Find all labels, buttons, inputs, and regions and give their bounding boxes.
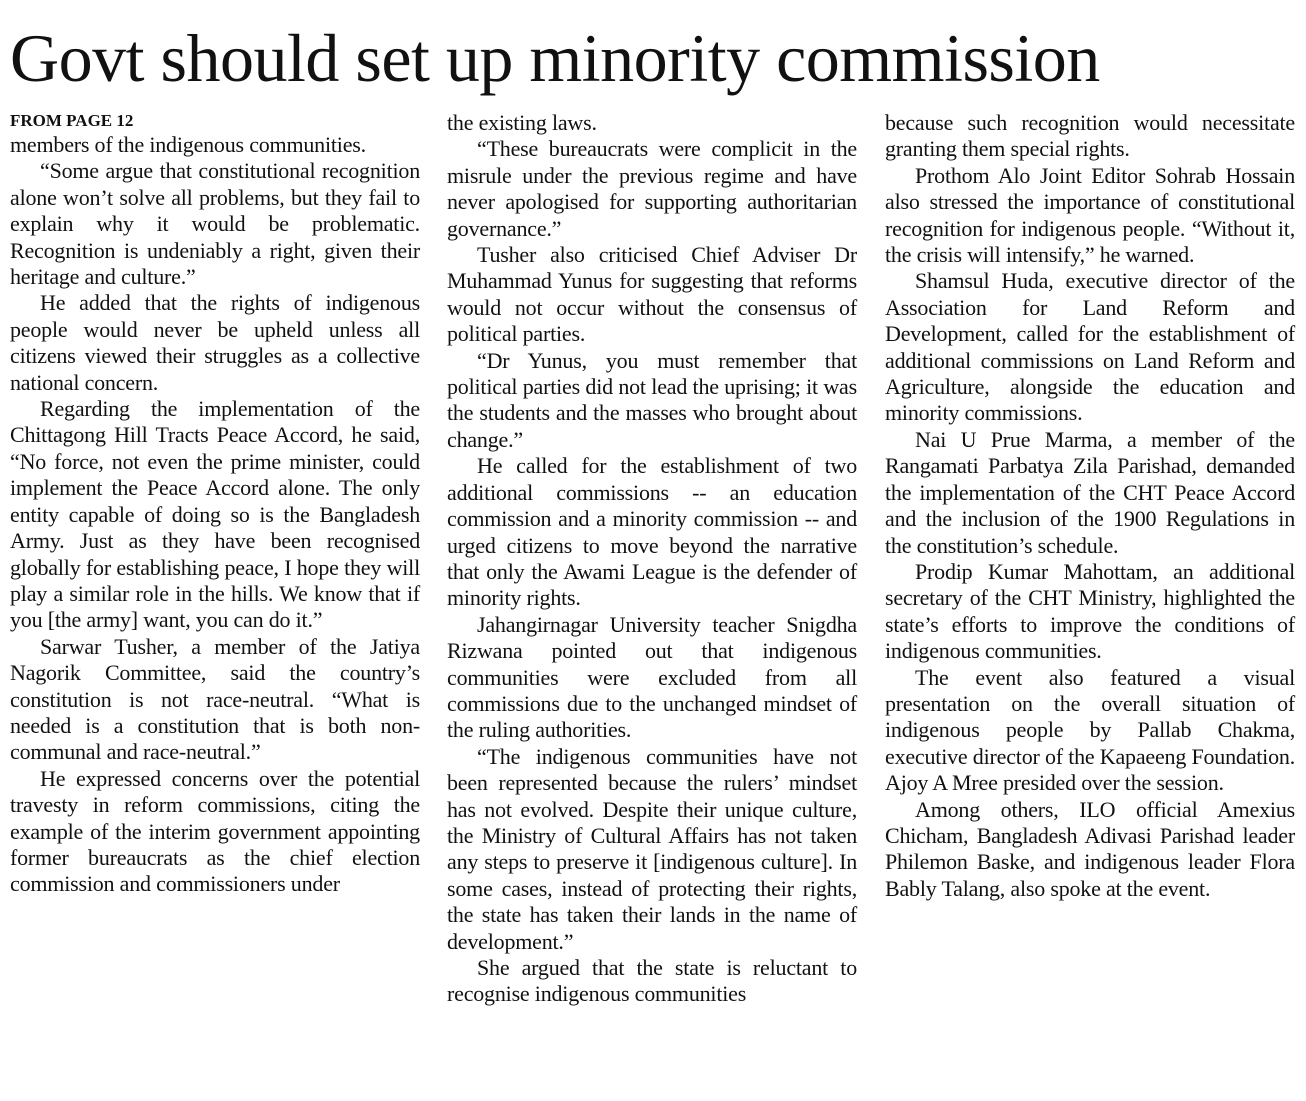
- paragraph: He called for the establishment of two additional commissions -- an education commission and a minority commission -- and urged citizens to move beyond the narrative that only the Awami League is the defender of minority rights.: [447, 453, 857, 611]
- paragraph: Prodip Kumar Mahottam, an additional secretary of the CHT Ministry, highlighted the state’s efforts to improve the conditions of indigenous communities.: [885, 558, 1295, 664]
- paragraph: “These bureaucrats were complicit in the misrule under the previous regime and have never apologised for supporting authoritarian governance.”: [447, 136, 857, 241]
- paragraph: He added that the rights of indigenous people would never be upheld unless all citizens viewed their struggles as a collective national concern.: [10, 290, 420, 395]
- paragraph: Among others, ILO official Amexius Chicham, Bangladesh Adivasi Parishad leader Philemon Baske, and indigenous leader Flora Bably Talang, also spoke at the event.: [885, 796, 1295, 901]
- paragraph: Regarding the implementation of the Chittagong Hill Tracts Peace Accord, he said, “No force, not even the prime minister, could implement the Peace Accord alone. The only entity capable of doing so is the Bangladesh Army. Just as they have been recognised globally for establishing peace, I hope they will play a similar role in the hills. We know that if you [the army] want, you can do it.”: [10, 396, 420, 633]
- article-column-2: [447, 110, 857, 1008]
- article-column-3: [885, 110, 1295, 902]
- paragraph: “The indigenous communities have not been represented because the rulers’ mindset has not evolved. Despite their unique culture, the Ministry of Cultural Affairs has not taken any steps to preserve it [indigenous culture]. In some cases, instead of protecting their rights, the state has taken their lands in the name of development.”: [447, 743, 857, 954]
- headline: Govt should set up minority commission: [10, 20, 1100, 96]
- paragraph: Prothom Alo Joint Editor Sohrab Hossain also stressed the importance of constitutional recognition for indigenous people. “Without it, the crisis will intensify,” he warned.: [885, 162, 1295, 268]
- paragraph: “Dr Yunus, you must remember that political parties did not lead the uprising; it was the students and the masses who brought about change.”: [447, 347, 857, 452]
- paragraph: He expressed concerns over the potential travesty in reform commissions, citing the example of the interim government appointing former bureaucrats as the chief election commission and commissioners under: [10, 765, 420, 897]
- paragraph: The event also featured a visual presentation on the overall situation of indigenous people by Pallab Chakma, executive director of the Kapaeeng Foundation. Ajoy A Mree presided over the session.: [885, 664, 1295, 796]
- kicker-from-page: FROM PAGE 12: [10, 111, 134, 130]
- paragraph: the existing laws.: [447, 110, 597, 135]
- paragraph: “Some argue that constitutional recognition alone won’t solve all problems, but they fail to explain why it would be problematic. Recognition is undeniably a right, given their heritage and culture.”: [10, 158, 420, 290]
- paragraph: Shamsul Huda, executive director of the Association for Land Reform and Development, called for the establishment of additional commissions on Land Reform and Agriculture, alongside the education and minority commissions.: [885, 268, 1295, 426]
- article-column-1: [10, 110, 420, 898]
- paragraph: Jahangirnagar University teacher Snigdha Rizwana pointed out that indigenous communities were excluded from all commissions due to the unchanged mindset of the ruling authorities.: [447, 611, 857, 743]
- paragraph: members of the indigenous communities.: [10, 132, 366, 157]
- paragraph: Sarwar Tusher, a member of the Jatiya Nagorik Committee, said the country’s constitution is not race-neutral. “What is needed is a constitution that is both non-communal and race-neutral.”: [10, 633, 420, 765]
- paragraph: because such recognition would necessitate granting them special rights.: [885, 110, 1295, 162]
- paragraph: Nai U Prue Marma, a member of the Rangamati Parbatya Zila Parishad, demanded the implementation of the CHT Peace Accord and the inclusion of the 1900 Regulations in the constitution’s schedule.: [885, 426, 1295, 558]
- paragraph: Tusher also criticised Chief Adviser Dr Muhammad Yunus for suggesting that reforms would not occur without the consensus of political parties.: [447, 242, 857, 347]
- paragraph: She argued that the state is reluctant to recognise indigenous communities: [447, 955, 857, 1007]
